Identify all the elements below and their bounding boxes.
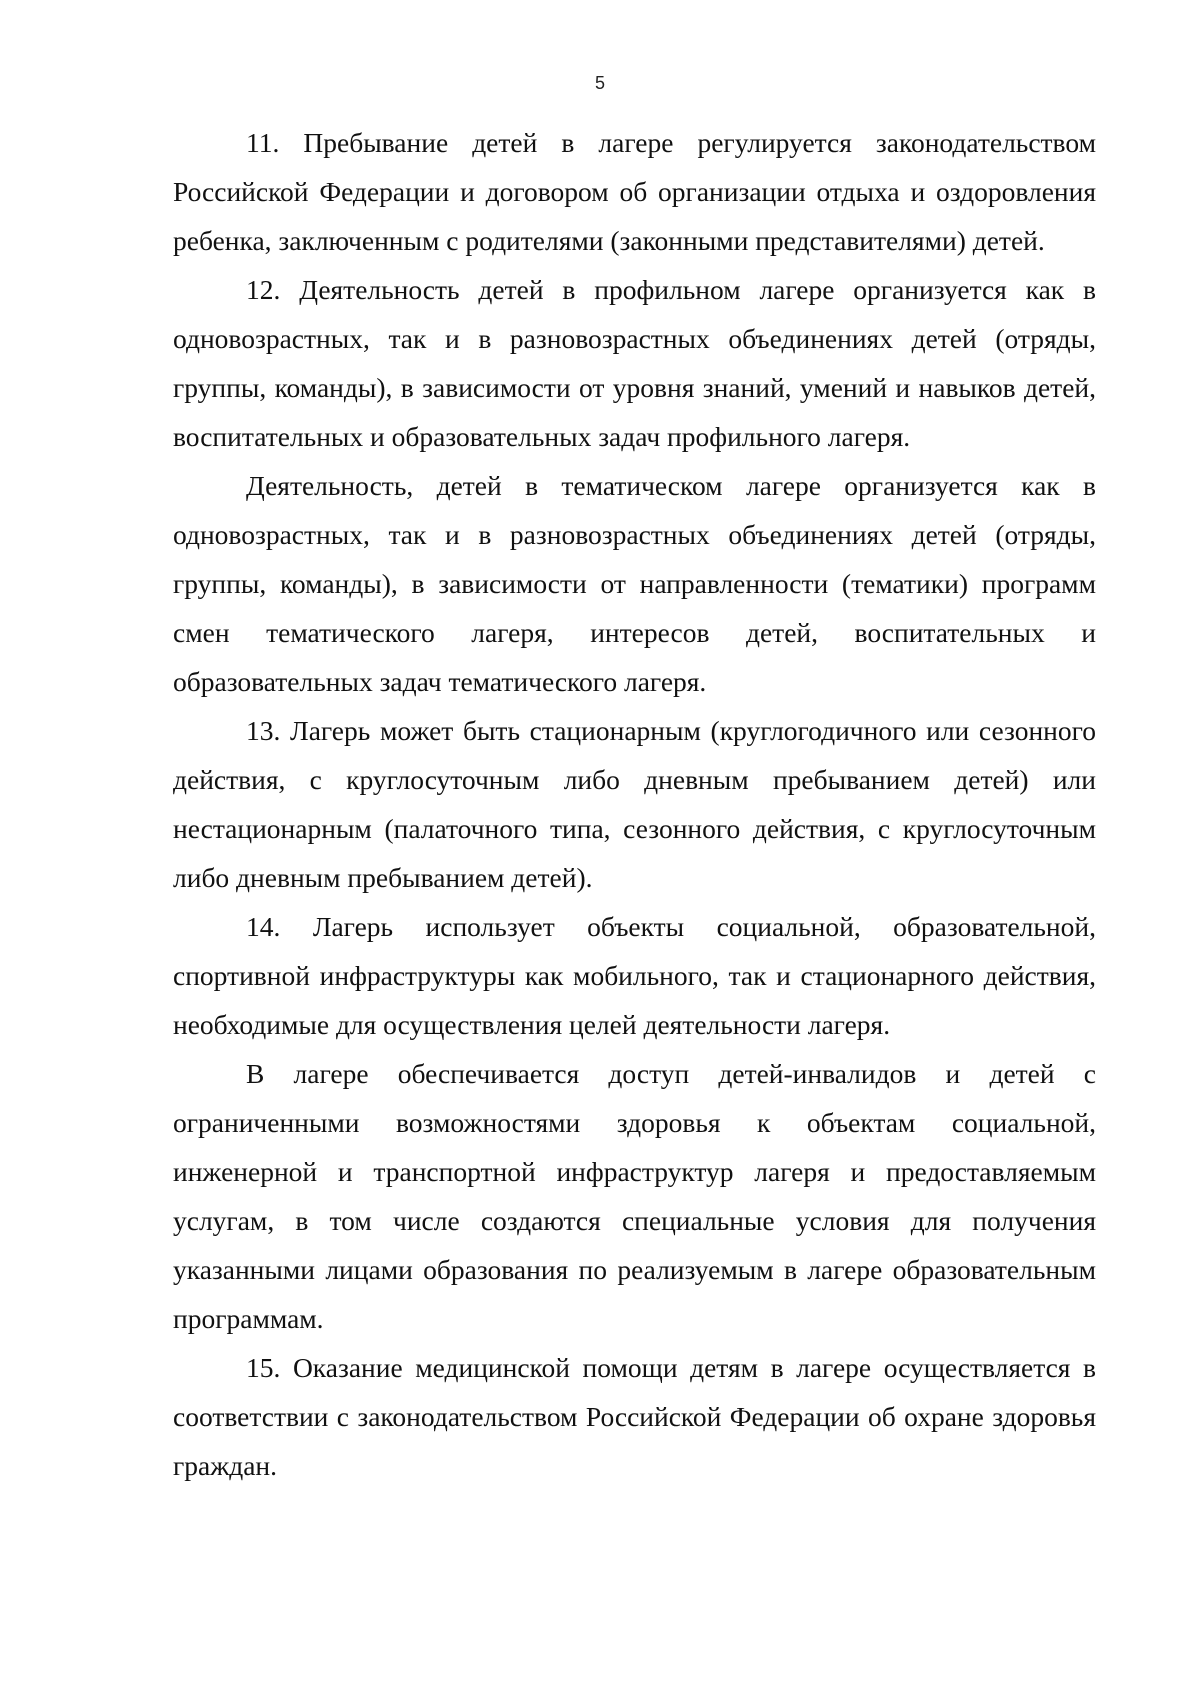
document-body xyxy=(173,118,1096,1490)
paragraph-12: 12. Деятельность детей в профильном лагере организуется как в одновозрастных, так и в разновозрастных объединениях детей (отряды, группы, команды), в зависимости от уровня знаний, умений и навыков детей, воспитательных и образовательных задач профильного лагеря. xyxy=(173,274,1096,452)
paragraph-13: 13. Лагерь может быть стационарным (круглогодичного или сезонного действия, с круглосуточным либо дневным пребыванием детей) или нестационарным (палаточного типа, сезонного действия, с круглосуточным либо дневным пребыванием детей). xyxy=(173,715,1096,893)
paragraph-14-accessibility: В лагере обеспечивается доступ детей-инвалидов и детей с ограниченными возможностями здоровья к объектам социальной, инженерной и транспортной инфраструктур лагеря и предоставляемым услугам, в том числе создаются специальные условия для получения указанными лицами образования по реализуемым в лагере образовательным программам. xyxy=(173,1058,1096,1334)
paragraph-12-thematic: Деятельность, детей в тематическом лагере организуется как в одновозрастных, так и в разновозрастных объединениях детей (отряды, группы, команды), в зависимости от направленности (тематики) программ смен тематического лагеря, интересов детей, воспитательных и образовательных задач тематического лагеря. xyxy=(173,470,1096,697)
page-number: 5 xyxy=(594,73,605,93)
paragraph-15: 15. Оказание медицинской помощи детям в лагере осуществляется в соответствии с законодательством Российской Федерации об охране здоровья граждан. xyxy=(173,1352,1096,1481)
paragraph-11: 11. Пребывание детей в лагере регулируется законодательством Российской Федерации и договором об организации отдыха и оздоровления ребенка, заключенным с родителями (законными представителями) детей. xyxy=(173,127,1096,256)
paragraph-14: 14. Лагерь использует объекты социальной, образовательной, спортивной инфраструктуры как мобильного, так и стационарного действия, необходимые для осуществления целей деятельности лагеря. xyxy=(173,911,1096,1040)
